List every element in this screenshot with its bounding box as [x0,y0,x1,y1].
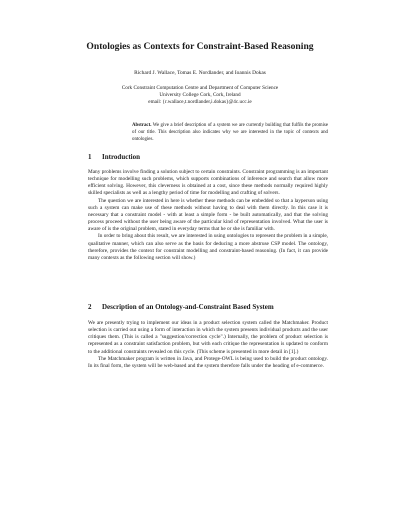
section-body-system-description [88,320,328,370]
section-heading-system-description [88,303,328,311]
paragraph: Many problems involve finding a solution subject to certain constraints. Constraint programming is an important technique for modelling such problems, which supports combinations of inference and search that allow more efficient solving. However, this cleverness is obtained at a cost, since these methods normally required highly skilled specialists as well as a lengthy period of time for modelling and crafting of solvers. [88,169,328,197]
paragraph: The question we are interested in here is whether these methods can be embedded so that a layperson using such a system can make use of these methods without having to deal with them directly. In this case it is necessary that a constraint model - with at least a simple form - be built automatically, and that the solving process proceed without the user being aware of the particular kind of representation involved. What the user is aware of is the original problem, stated in everyday terms that he or she is familiar with. [88,197,328,233]
author-list: Richard J. Wallace, Tomas E. Nordlander, and Ioannis Dokas [134,70,266,76]
affiliation-line-2: University College Cork, Cork, Ireland [159,92,241,99]
section-title: Introduction [102,153,140,161]
section-title: Description of an Ontology-and-Constraint Based System [102,303,274,311]
affiliation-block [40,85,360,107]
paragraph: In order to bring about this result, we are interested in using ontologies to represent the problem in a simple, qualitative manner, which can also serve as the basis for deducing a more abstruse CSP model. The ontology, therefore, provides the context for constraint modelling and constraint-based reasoning. (In fact, it can provide many contexts as the following section will show.) [88,233,328,261]
paper-title: Ontologies as Contexts for Constraint-Based Reasoning [86,41,314,52]
affiliation-email: email: {r.wallace,t.nordlander,i.dokas}@4c.ucc.ie [148,99,252,106]
paragraph: The Matchmaker program is written in Java, and Protege-OWL is being used to build the product ontology. In its final form, the system will be web-based and the system therefore falls under the heading of e-commerce. [88,355,328,369]
abstract [132,123,328,144]
abstract-label: Abstract. [132,123,152,128]
paragraph: We are presently trying to implement our ideas in a product selection system called the Matchmaker. Product selection is carried out using a form of interaction in which the system presents individual products and the user critiques them. (This is called a "suggestion/correction cycle".) Internally, the problem of product selection is represented as a constraint satisfaction problem, but with each critique the representation is updated to conform to the additional constraints revealed on this cycle. (This scheme is presented in more detail in [1].) [88,320,328,355]
abstract-text: We give a brief description of a system we are currently building that fulfils the promise of our title. This description also indicates why we are interested in the topic of contexts and ontologies. [132,123,328,142]
section-number: 2 [88,303,92,311]
section-number: 1 [88,153,92,161]
section-heading-introduction [88,153,328,161]
affiliation-line-1: Cork Constraint Computation Centre and Department of Computer Science [121,85,279,91]
section-body-introduction [88,169,328,262]
